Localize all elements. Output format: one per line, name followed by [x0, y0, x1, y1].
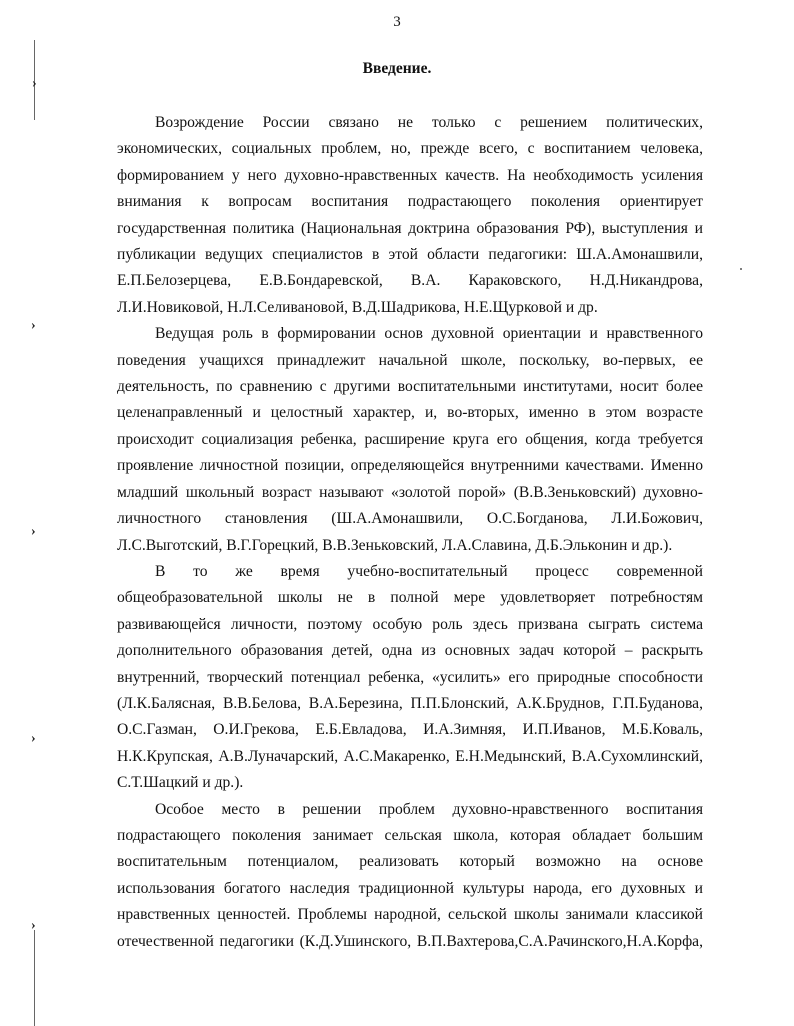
body-text	[117, 110, 703, 955]
page-number: 3	[393, 14, 401, 30]
paragraph-2: Ведущая роль в формировании основ духовной ориентации и нравственного поведения учащихся принадлежит начальной школе, поскольку, во-первых, ее деятельность, по сравнению с другими воспитательными институтами, носит более целенаправленный и целостный характер, и, во-вторых, именно в этом возрасте происходит социализация ребенка, расширение круга его общения, когда требуется проявление личностной позиции, определяющейся внутренними качествами. Именно младший школьный возраст называют «золотой порой» (В.В.Зеньковский) духовно-личностного становления (Ш.А.Амонашвили, О.С.Богданова, Л.И.Божович, Л.С.Выготский, В.Г.Горецкий, В.В.Зеньковский, Л.А.Славина, Д.Б.Эльконин и др.).	[117, 325, 703, 554]
scan-mark: ›	[31, 918, 36, 933]
scan-mark: ›	[31, 524, 36, 539]
scan-mark: ›	[31, 318, 36, 333]
paragraph-4: Особое место в решении проблем духовно-нравственного воспитания подрастающего поколения занимает сельская школа, которая обладает большим воспитательным потенциалом, реализовать который возможно на основе использования богатого наследия традиционной культуры народа, его духовных и нравственных ценностей. Проблемы народной, сельской школы занимали классикой отечественной педагогики (К.Д.Ушинского, В.П.Вахтерова,С.А.Рачинского,Н.А.Корфа,	[117, 800, 703, 950]
section-heading: Введение.	[362, 60, 432, 77]
paragraph-3: В то же время учебно-воспитательный процесс современной общеобразовательной школы не в полной мере удовлетворяет потребностям развивающейся личности, поэтому особую роль здесь призвана сыграть система дополнительного образования детей, одна из основных задач которой – раскрыть внутренний, творческий потенциал ребенка, «усилить» его природные способности (Л.К.Балясная, В.В.Белова, В.А.Березина, П.П.Блонский, А.К.Бруднов, Г.П.Буданова, О.С.Газман, О.И.Грекова, Е.Б.Евладова, И.А.Зимняя, И.П.Иванов, М.Б.Коваль, Н.К.Крупская, А.В.Луначарский, А.С.Макаренко, Е.Н.Медынский, В.А.Сухомлинский, С.Т.Шацкий и др.).	[117, 562, 703, 792]
paragraph-1: Возрождение России связано не только с решением политических, экономических, социальных проблем, но, прежде всего, с воспитанием человека, формированием у него духовно-нравственных качеств. На необходимость усиления внимания к вопросам воспитания подрастающего поколения ориентирует государственная политика (Национальная доктрина образования РФ), выступления и публикации ведущих специалистов в этой области педагогики: Ш.А.Амонашвили, Е.П.Белозерцева, Е.В.Бондаревской, В.А. Караковского, Н.Д.Никандрова, Л.И.Новиковой, Н.Л.Селивановой, В.Д.Шадрикова, Н.Е.Щурковой и др.	[117, 114, 703, 316]
scan-margin-line	[34, 930, 35, 1026]
scan-mark: ›	[32, 76, 37, 91]
scan-mark: ›	[31, 731, 36, 746]
scan-speck	[740, 268, 742, 270]
